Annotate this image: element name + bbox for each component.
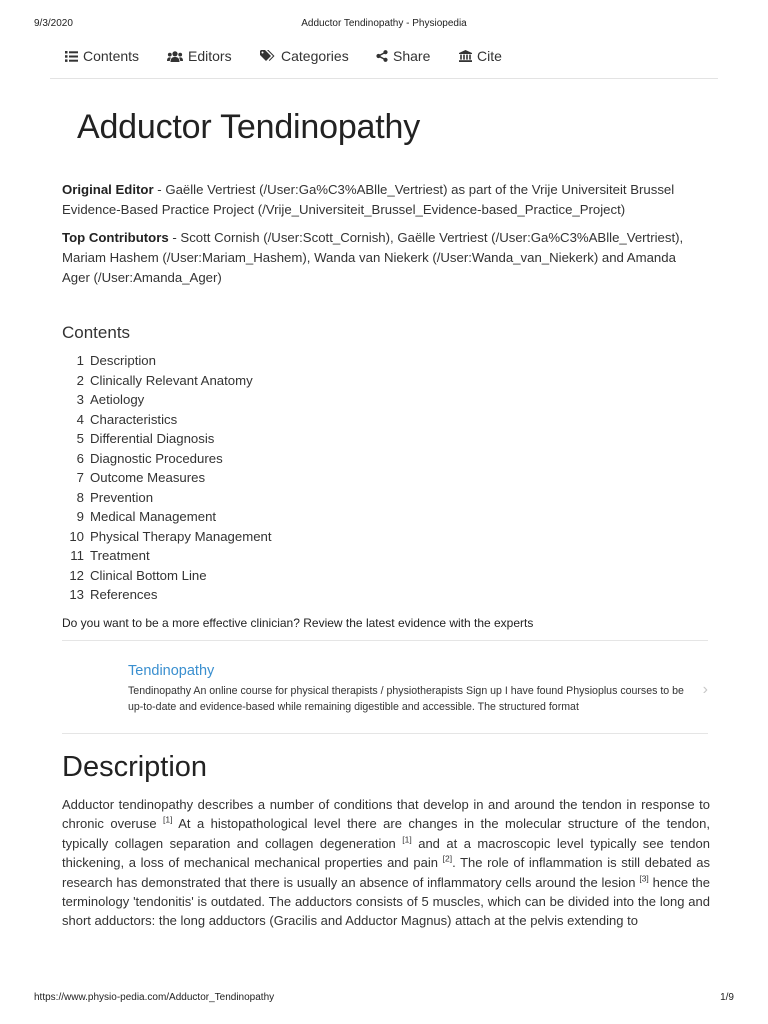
toc-number: 4 [76, 411, 84, 427]
toc-item-physical-therapy-management[interactable] [62, 527, 462, 547]
course-card[interactable] [62, 640, 708, 734]
course-description: Tendinopathy An online course for physical therapists / physiotherapists Sign up I have found Physioplus courses to be up-to-date and evidence-based while remaining digestible and accessible. The structured format [128, 685, 684, 713]
toc-number: 6 [76, 450, 84, 466]
citation-link[interactable]: [1] [402, 834, 412, 845]
description-heading: Description [62, 751, 208, 783]
cite-button[interactable] [459, 48, 502, 64]
toc-label: Outcome Measures [90, 470, 206, 485]
toc-item-clinical-bottom-line[interactable] [62, 566, 462, 586]
promo-text: Do you want to be a more effective clinician? Review the latest evidence with the experts [62, 616, 534, 630]
top-contributors-text: - Scott Cornish (/User:Scott_Cornish), Gaëlle Vertriest (/User:Ga%C3%ABlle_Vertriest), Mariam Hashem (/User:Mariam_Hashem), Wanda van Niekerk (/User:Wanda_van_Niekerk) and Amanda Ager (/User:Amanda_Ager) [62, 230, 684, 285]
share-button[interactable] [376, 48, 430, 64]
top-contributors-label: Top Contributors [62, 230, 169, 245]
toc-label: Aetiology [90, 392, 145, 407]
description-text: and at a macroscopic level typically see tendon thickening, a loss of mechanical mechanical properties and pain [62, 835, 710, 871]
toc-number: 13 [69, 587, 84, 602]
toc-number: 2 [76, 372, 84, 388]
institution-icon [459, 50, 472, 62]
print-url: https://www.physio-pedia.com/Adductor_Tendinopathy [34, 992, 275, 1003]
page-title: Adductor Tendinopathy [77, 108, 420, 146]
toc-label: Treatment [90, 548, 150, 563]
toc-number: 8 [76, 489, 84, 505]
toc-item-diagnostic-procedures[interactable] [62, 449, 462, 469]
toc-item-characteristics[interactable] [62, 410, 462, 430]
toc-label: References [90, 587, 158, 602]
toc-item-differential-diagnosis[interactable] [62, 429, 462, 449]
toc-label: Differential Diagnosis [90, 431, 215, 446]
toc-item-outcome-measures[interactable] [62, 468, 462, 488]
toc-label: Physical Therapy Management [90, 528, 272, 544]
toc-item-medical-management[interactable] [62, 507, 462, 527]
categories-button[interactable] [260, 48, 349, 64]
toc-number: 10 [69, 528, 84, 544]
print-header [34, 18, 734, 32]
share-label: Share [393, 48, 431, 64]
editors-button[interactable] [167, 48, 232, 64]
list-icon [65, 51, 78, 62]
article-toolbar [50, 44, 718, 79]
toc-label: Medical Management [90, 509, 217, 524]
toc-item-aetiology[interactable] [62, 390, 462, 410]
contents-button[interactable] [65, 48, 139, 64]
course-title-link[interactable]: Tendinopathy [128, 663, 215, 679]
cite-label: Cite [477, 48, 502, 64]
description-text: Adductor tendinopathy describes a number of conditions that develop in and around the tendon in response to chronic overuse [62, 797, 710, 832]
toc-label: Description [90, 353, 156, 368]
share-icon [376, 50, 388, 62]
description-text: . The role of inflammation is still debated as research has demonstrated that there is usually an absence of inflammatory cells around the lesion [62, 855, 710, 890]
print-page-title: Adductor Tendinopathy - Physiopedia [301, 18, 467, 29]
top-contributors [62, 228, 702, 288]
original-editor-text: - Gaëlle Vertriest (/User:Ga%C3%ABlle_Vertriest) as part of the Vrije Universiteit Brussel Evidence-Based Practice Project (/Vrije_Universiteit_Brussel_Evidence-based_Practice_Project) [62, 182, 675, 217]
original-editor [62, 180, 702, 220]
toc-heading: Contents [62, 323, 131, 342]
toc-label: Diagnostic Procedures [90, 450, 223, 466]
citation-link[interactable]: [2] [442, 853, 453, 864]
toc-item-references[interactable] [62, 585, 462, 605]
print-page-number: 1/9 [720, 992, 734, 1003]
description-text: hence the terminology 'tendonitis' is outdated. The adductors consists of 5 muscles, which can be divided into the long and short adductors: the long adductors (Gracilis and Adductor Magnus) attach at the pelvis extending to [62, 874, 710, 929]
toc-label: Clinical Bottom Line [90, 567, 207, 583]
toc-number: 9 [76, 509, 84, 524]
toc-number: 1 [76, 353, 84, 368]
print-date: 9/3/2020 [34, 18, 73, 29]
toc-number: 11 [70, 548, 84, 563]
categories-label: Categories [281, 48, 349, 64]
description-paragraph [62, 795, 710, 931]
toc-number: 12 [69, 567, 84, 583]
toc-item-description[interactable] [62, 351, 462, 371]
tags-icon [260, 50, 276, 62]
toc-label: Clinically Relevant Anatomy [90, 372, 253, 388]
toc-item-treatment[interactable] [62, 546, 462, 566]
chevron-right-icon[interactable]: › [702, 681, 708, 698]
description-text: At a histopathological level there are changes in the molecular structure of the tendon, typically collagen separation and collagen degeneration [62, 816, 710, 851]
toc-number: 5 [76, 431, 84, 446]
contents-label: Contents [83, 48, 140, 64]
citation-link[interactable]: [3] [639, 873, 649, 884]
toc-number: 3 [76, 392, 84, 407]
print-footer [34, 992, 734, 1006]
toc-item-prevention[interactable] [62, 488, 462, 508]
toc-label: Prevention [90, 489, 154, 505]
toc-number: 7 [76, 470, 84, 485]
editors-label: Editors [188, 48, 232, 64]
table-of-contents [62, 351, 462, 605]
toc-label: Characteristics [90, 411, 178, 427]
toc-item-anatomy[interactable] [62, 371, 462, 391]
original-editor-label: Original Editor [62, 182, 154, 197]
citation-link[interactable]: [1] [163, 815, 173, 826]
users-icon [167, 51, 183, 62]
